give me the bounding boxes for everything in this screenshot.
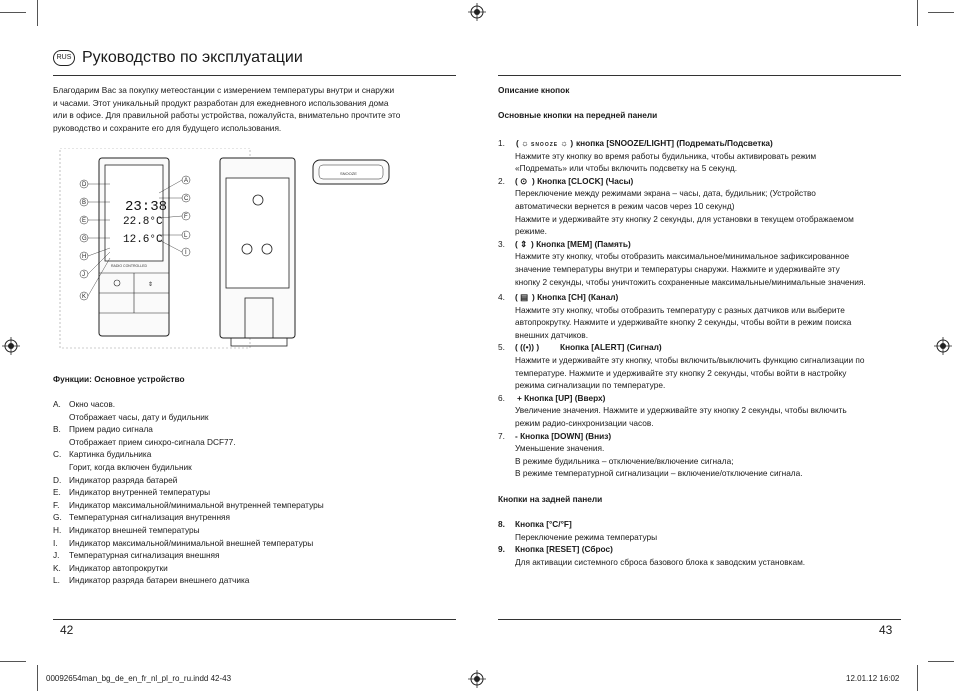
function-letter-a: A. xyxy=(53,399,61,409)
button-desc-9: Для активации системного сброса базового блока к заводским установкам. xyxy=(515,556,806,567)
page-title: Руководство по эксплуатации xyxy=(82,49,303,66)
button-desc-5: Нажмите и удерживайте эту кнопку, чтобы включить/выключить функцию сигнализации по xyxy=(515,355,865,365)
function-letter-e: E. xyxy=(53,487,61,498)
button-num-4: 4. xyxy=(498,292,505,302)
back-buttons-heading: Кнопки на задней панели xyxy=(498,494,603,504)
slug-date: 12.01.12 16:02 xyxy=(846,674,900,683)
page-number-left: 42 xyxy=(60,623,74,637)
function-letter-i: I. xyxy=(53,537,58,548)
lang-badge: RUS xyxy=(53,50,75,66)
function-sub-c: Горит, когда включен будильник xyxy=(69,462,192,472)
button-desc-5: температуре. Нажмите и удерживайте эту кнопку 2 секунды, чтобы войти в настройку xyxy=(515,367,847,378)
button-desc-1: «Подремать» или чтобы включить подсветку на 5 секунд. xyxy=(515,163,738,174)
button-desc-3: кнопку 2 секунды, чтобы уничтожить сохраненные максимальные/минимальные значения. xyxy=(515,276,866,287)
function-text-b: Прием радио сигнала xyxy=(69,424,153,435)
callout-k: K xyxy=(82,294,87,300)
crop-mark xyxy=(37,665,38,691)
remote-label: SNOOZE xyxy=(340,171,357,176)
registration-mark-icon xyxy=(468,670,486,688)
button-desc-3: значение температуры внутри и температуры снаружи. Нажмите и удерживайте эту xyxy=(515,264,840,274)
function-text-j: Температурная сигнализация внешняя xyxy=(69,550,220,561)
button-num-1: 1. xyxy=(498,138,505,148)
callout-b: B xyxy=(82,200,87,206)
button-desc-7: В режиме температурной сигнализации – включение/отключение сигнала. xyxy=(515,468,803,479)
button-desc-4: Нажмите эту кнопку, чтобы отобразить температуру с разных датчиков или выберите xyxy=(515,304,845,315)
button-desc-2: автоматически вернется в режим часов через 10 секунд) xyxy=(515,201,735,211)
registration-mark-icon xyxy=(468,3,486,21)
button-label-7: - Кнопка [DOWN] (Вниз) xyxy=(515,430,612,441)
lcd-outdoor-temp: 12.6°C xyxy=(123,234,163,246)
snooze-light-icon: ( ☼ SNOOZE ☼ ) xyxy=(516,138,574,148)
button-num-9: 9. xyxy=(498,544,505,555)
header-rule-left xyxy=(53,75,456,76)
lcd-indoor-temp: 22.8°C xyxy=(123,216,163,228)
callout-f: F xyxy=(184,214,188,220)
crop-mark xyxy=(917,665,918,691)
button-label-9: Кнопка [RESET] (Сброс) xyxy=(515,544,613,555)
page-number-right: 43 xyxy=(879,623,893,637)
button-desc-8: Переключение режима температуры xyxy=(515,531,658,542)
registration-mark-icon xyxy=(934,337,952,355)
button-desc-7: Уменьшение значения. xyxy=(515,443,605,454)
function-text-c: Картинка будильника xyxy=(69,449,152,460)
function-text-e: Индикатор внутренней температуры xyxy=(69,487,211,498)
crop-mark xyxy=(928,12,954,13)
function-letter-k: K. xyxy=(53,562,61,573)
function-sub-b: Отображает прием синхро-сигнала DCF77. xyxy=(69,436,236,447)
button-desc-1: Нажмите эту кнопку во время работы будильника, чтобы активировать режим xyxy=(515,150,817,161)
device-illustration xyxy=(55,148,395,353)
callout-e: E xyxy=(82,218,87,224)
button-desc-7: В режиме будильника – отключение/включение сигнала; xyxy=(515,455,734,466)
crop-mark xyxy=(37,0,38,26)
intro-line: руководство и сохраните его для будущего использования. xyxy=(53,122,282,133)
intro-line: и часами. Этот уникальный продукт разработан для ежедневного использования дома xyxy=(53,97,389,108)
button-num-2: 2. xyxy=(498,175,505,186)
crop-mark xyxy=(0,12,26,13)
function-text-g: Температурная сигнализация внутренняя xyxy=(69,512,231,523)
slug-file: 00092654man_bg_de_en_fr_nl_pl_ro_ru.indd 42-43 xyxy=(46,674,232,683)
button-desc-6: Увеличение значения. Нажмите и удерживайте эту кнопку 2 секунды, чтобы включить xyxy=(515,405,847,416)
button-label-8: Кнопка [°C/°F] xyxy=(515,519,572,529)
functions-heading: Функции: Основное устройство xyxy=(53,374,185,384)
callout-l: L xyxy=(184,233,188,239)
button-desc-2: режиме. xyxy=(515,226,547,237)
clock-icon: ( ⊙ xyxy=(515,175,528,186)
button-desc-2: Переключение между режимами экрана – часы, дата, будильник; (Устройство xyxy=(515,188,816,199)
function-text-a: Окно часов. xyxy=(69,399,116,409)
button-num-8: 8. xyxy=(498,519,505,529)
button-label-3: ) Кнопка [MEM] (Память) xyxy=(531,238,631,249)
function-text-i: Индикатор максимальной/минимальной внешней температуры xyxy=(69,537,314,548)
crop-mark xyxy=(0,661,26,662)
callout-j: J xyxy=(82,272,85,278)
button-desc-2: Нажмите и удерживайте эту кнопку 2 секунды, для установки в текущем отображаемом xyxy=(515,213,854,224)
alert-icon: ( ((•)) ) xyxy=(515,342,540,353)
footer-rule-left xyxy=(53,619,456,620)
buttons-heading: Описание кнопок xyxy=(498,85,570,95)
intro-line: или в офисе. Для правильной работы устройства, пожалуйста, внимательно прочтите это xyxy=(53,110,401,121)
function-text-d: Индикатор разряда батарей xyxy=(69,474,178,485)
button-desc-4: автопрокрутку. Нажмите и удерживайте кнопку 2 секунды, чтобы войти в режим поиска xyxy=(515,317,852,328)
crop-mark xyxy=(928,661,954,662)
callout-d: D xyxy=(82,182,87,188)
svg-text:⇕: ⇕ xyxy=(148,282,154,288)
button-label-5: Кнопка [ALERT] (Сигнал) xyxy=(560,342,662,353)
mem-icon: ( ⇕ xyxy=(515,238,528,249)
button-num-6: 6. xyxy=(498,392,505,403)
crop-mark xyxy=(917,0,918,26)
function-letter-g: G. xyxy=(53,512,62,523)
front-buttons-heading: Основные кнопки на передней панели xyxy=(498,110,658,120)
button-desc-3: Нажмите эту кнопку, чтобы отобразить максимальное/минимальное зафиксированное xyxy=(515,251,850,262)
footer-rule-right xyxy=(498,619,901,620)
callout-h: H xyxy=(82,254,87,260)
function-text-h: Индикатор внешней температуры xyxy=(69,525,200,535)
brand-strip: RADIO CONTROLLED xyxy=(111,264,147,268)
function-letter-h: H. xyxy=(53,525,62,535)
callout-g: G xyxy=(82,236,87,242)
function-text-l: Индикатор разряда батареи внешнего датчика xyxy=(69,575,250,586)
function-letter-j: J. xyxy=(53,550,60,561)
intro-line: Благодарим Вас за покупку метеостанции с измерением температуры внутри и снаружи xyxy=(53,85,395,95)
callout-i: I xyxy=(185,250,187,256)
lcd-time: 23:38 xyxy=(125,199,168,215)
button-label-6: + Кнопка [UP] (Вверх) xyxy=(517,392,606,403)
button-desc-4: внешних датчиков. xyxy=(515,329,589,340)
button-label-2: ) Кнопка [CLOCK] (Часы) xyxy=(532,175,634,186)
button-num-3: 3. xyxy=(498,238,505,249)
snooze-icon-text: SNOOZE xyxy=(530,142,559,148)
button-label-1: кнопка [SNOOZE/LIGHT] (Подремать/Подсветка) xyxy=(576,138,773,148)
function-letter-l: L. xyxy=(53,575,60,586)
function-text-f: Индикатор максимальной/минимальной внутренней температуры xyxy=(69,499,324,510)
function-letter-f: F. xyxy=(53,499,60,510)
registration-mark-icon xyxy=(2,337,20,355)
channel-icon: ( ▤ xyxy=(515,292,528,302)
function-letter-c: C. xyxy=(53,449,62,460)
callout-c: C xyxy=(184,196,189,202)
function-letter-b: B. xyxy=(53,424,61,435)
function-letter-d: D. xyxy=(53,474,62,485)
button-num-5: 5. xyxy=(498,342,505,353)
button-desc-6: режим радио-синхронизации часов. xyxy=(515,418,654,428)
button-label-4: ) Кнопка [CH] (Канал) xyxy=(532,292,619,302)
callout-a: A xyxy=(184,178,189,184)
button-num-7: 7. xyxy=(498,430,505,441)
function-sub-a: Отображает часы, дату и будильник xyxy=(69,411,209,422)
header-rule-right xyxy=(498,75,901,76)
button-desc-5: режима сигнализации по температуре. xyxy=(515,380,666,391)
function-text-k: Индикатор автопрокрутки xyxy=(69,562,168,573)
